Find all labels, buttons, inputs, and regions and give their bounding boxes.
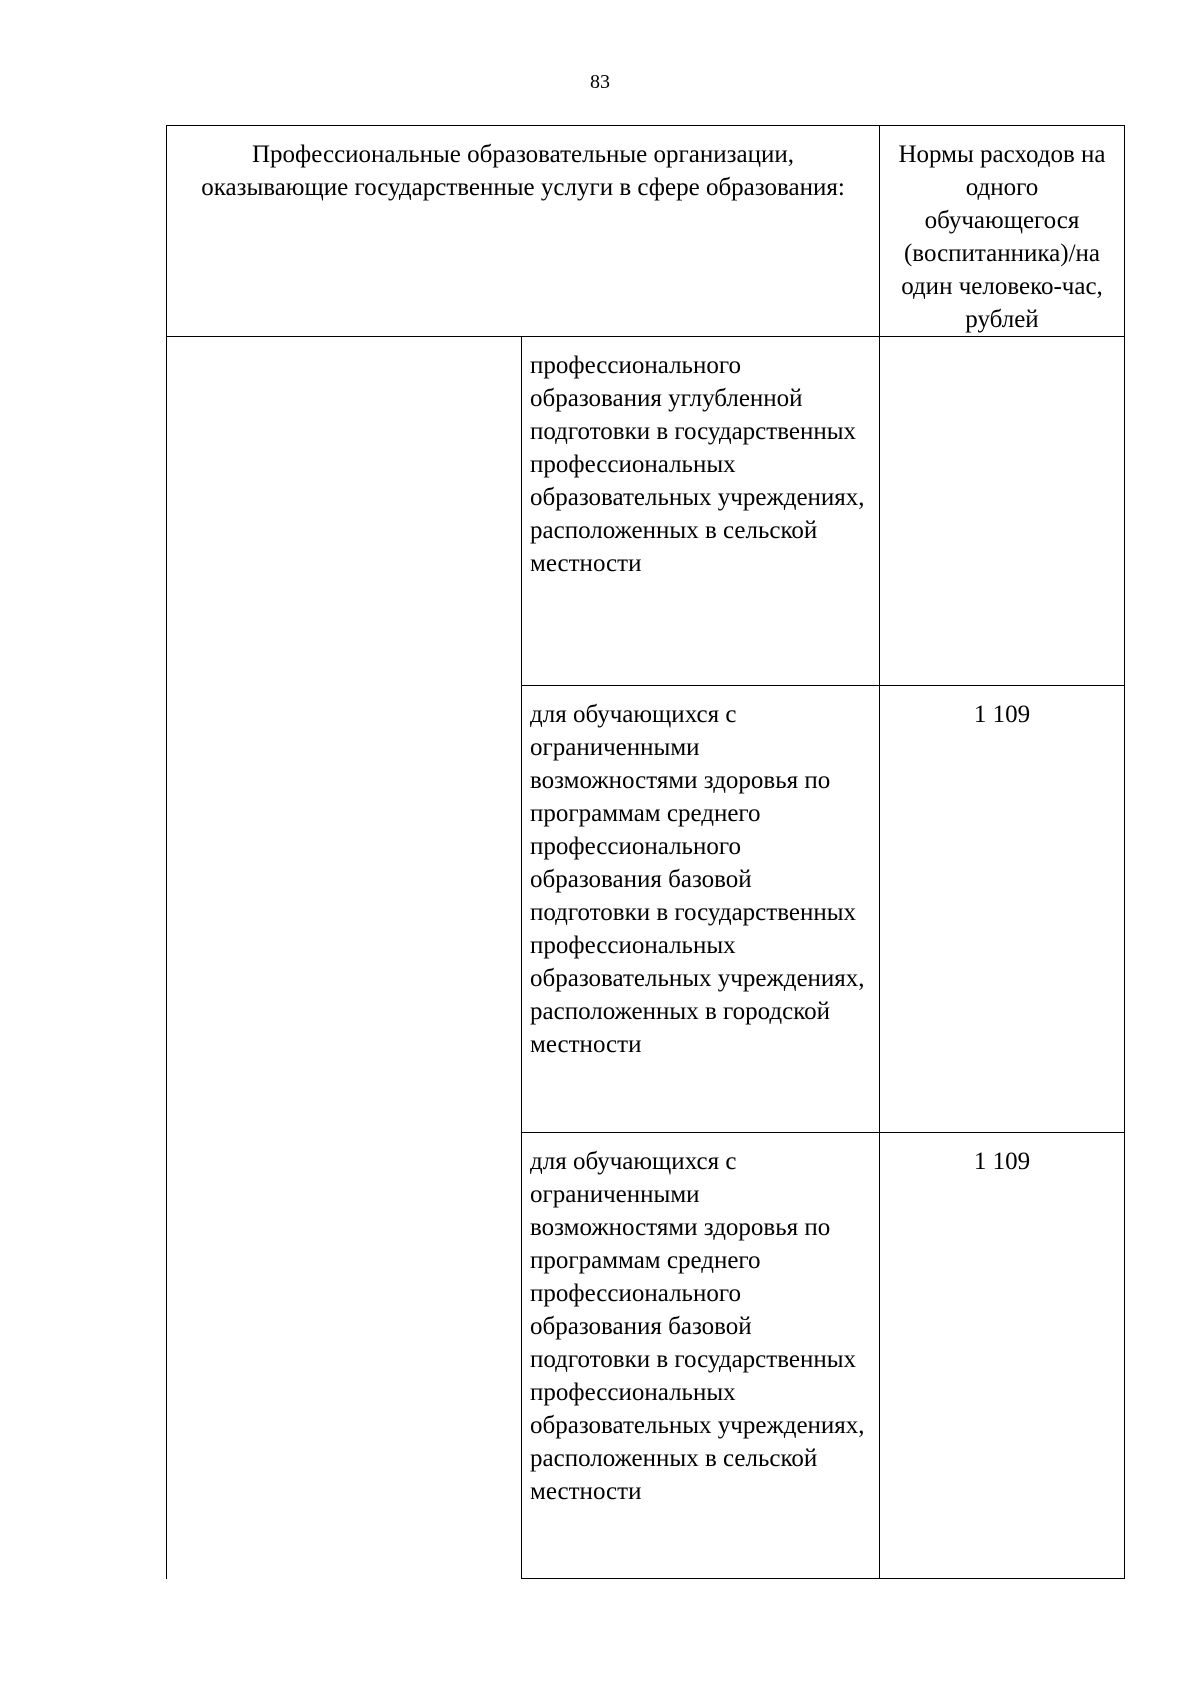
row-value: 1 109: [880, 686, 1125, 1133]
table-row: [167, 337, 1125, 686]
row-description: профессионального образования углубленной подготовки в государственных профессиональных образовательных учреждениях, расположенных в сельской местности: [522, 337, 880, 686]
row-value: 1 109: [880, 1133, 1125, 1579]
row-description: для обучающихся с ограниченными возможностями здоровья по программам среднего профессионального образования базовой подготовки в государственных профессиональных образовательных учреждениях, расположенных в городской местности: [522, 686, 880, 1133]
blank-left-cell: [167, 337, 522, 1579]
page-number: 83: [590, 71, 610, 93]
row-description: для обучающихся с ограниченными возможностями здоровья по программам среднего профессионального образования базовой подготовки в государственных профессиональных образовательных учреждениях, расположенных в сельской местности: [522, 1133, 880, 1579]
row-value: [880, 337, 1125, 686]
header-organizations: Профессиональные образовательные организации, оказывающие государственные услуги в сфере образования:: [167, 126, 880, 337]
table-header-row: [167, 126, 1125, 337]
header-norms: Нормы расходов на одного обучающегося (воспитанника)/на один человеко-час, рублей: [880, 126, 1125, 337]
expense-norms-table: [166, 125, 1125, 1579]
